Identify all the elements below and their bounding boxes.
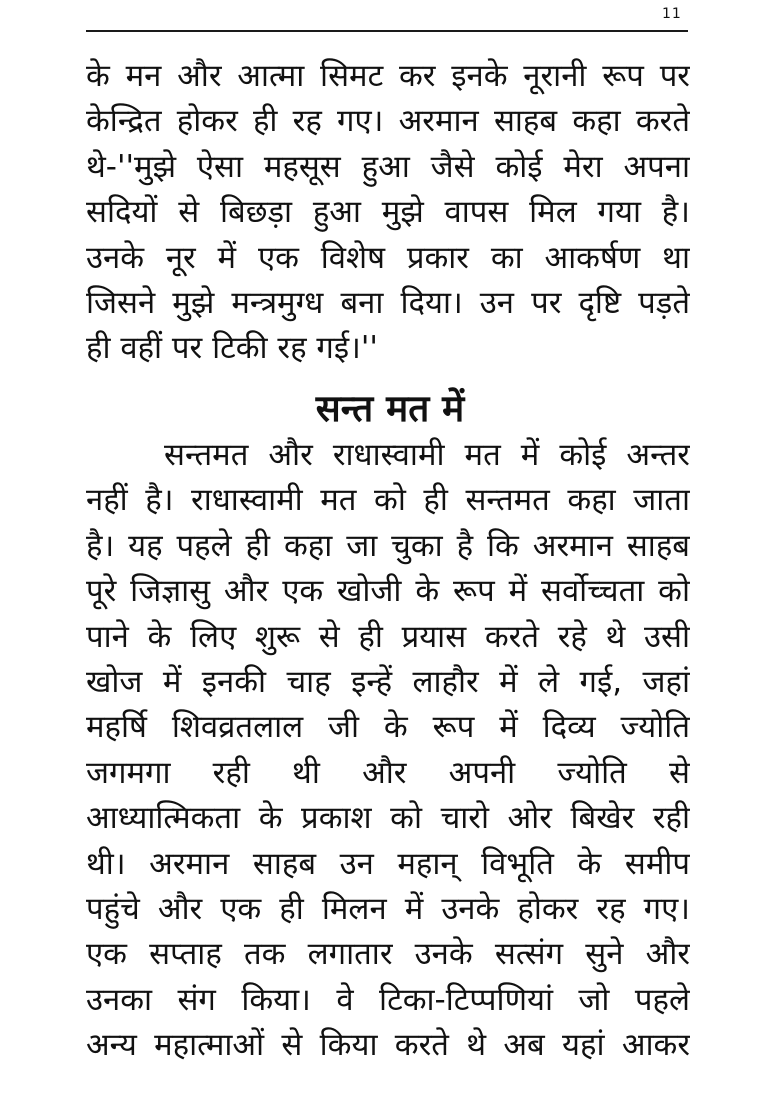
text-line: थी। अरमान साहब उन महान् विभूति के समीप xyxy=(86,845,690,882)
text-line: अन्य महात्माओं से किया करते थे अब यहां आकर xyxy=(86,1027,690,1064)
paragraph-body xyxy=(86,433,690,1068)
text-line: पहुंचे और एक ही मिलन में उनके होकर रह गए। xyxy=(86,890,690,927)
text-line: थे-''मुझे ऐसा महसूस हुआ जैसे कोई मेरा अपना xyxy=(86,148,690,185)
text-line: के मन और आत्मा सिमट कर इनके नूरानी रूप पर xyxy=(86,58,690,94)
text-line: सदियों से बिछड़ा हुआ मुझे वापस मिल गया है। xyxy=(86,194,690,231)
text-line: नहीं है। राधास्वामी मत को ही सन्तमत कहा जाता xyxy=(86,482,690,519)
text-line: सन्तमत और राधास्वामी मत में कोई अन्तर xyxy=(164,437,690,473)
text-line: पाने के लिए शुरू से ही प्रयास करते रहे थे उसी xyxy=(86,618,690,655)
section-heading: सन्त मत में xyxy=(315,387,465,430)
text-line: एक सप्ताह तक लगातार उनके सत्संग सुने और xyxy=(86,936,690,973)
text-line: केन्द्रित होकर ही रह गए। अरमान साहब कहा करते xyxy=(86,103,690,140)
text-line: खोज में इनकी चाह इन्हें लाहौर में ले गई, जहां xyxy=(86,663,690,700)
text-line: ही वहीं पर टिकी रह गई।'' xyxy=(86,330,378,367)
text-line: उनके नूर में एक विशेष प्रकार का आकर्षण था xyxy=(86,239,690,276)
text-line: है। यह पहले ही कहा जा चुका है कि अरमान साहब xyxy=(86,527,690,564)
text-line: जगमगा रही थी और अपनी ज्योति से xyxy=(86,754,690,791)
header-rule xyxy=(86,30,688,32)
text-line: पूरे जिज्ञासु और एक खोजी के रूप में सर्वोच्चता को xyxy=(86,573,690,610)
paragraph-continuation xyxy=(86,54,690,372)
text-line: महर्षि शिवव्रतलाल जी के रूप में दिव्य ज्योति xyxy=(86,709,690,746)
text-line: उनका संग किया। वे टिका-टिप्पणियां जो पहले xyxy=(86,981,690,1018)
text-line: आध्यात्मिकता के प्रकाश को चारो ओर बिखेर रही xyxy=(86,800,690,837)
text-line: जिसने मुझे मन्त्रमुग्ध बना दिया। उन पर दृष्टि पड़ते xyxy=(86,284,690,321)
page-number: 11 xyxy=(662,6,682,22)
